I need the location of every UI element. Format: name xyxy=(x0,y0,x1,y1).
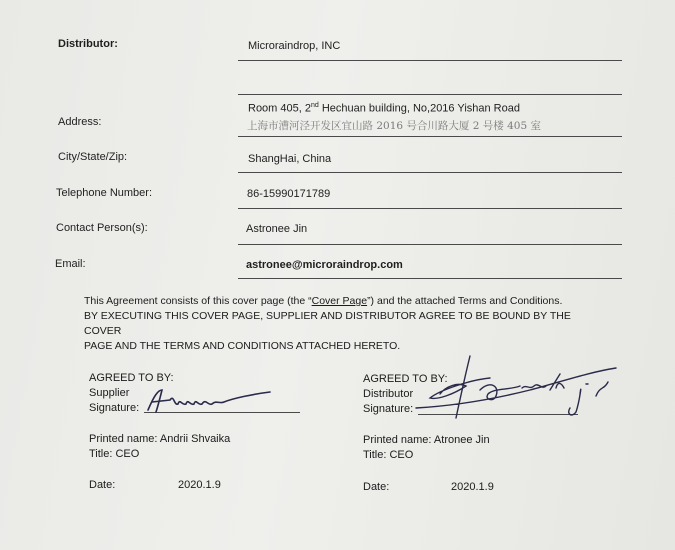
address-rule xyxy=(238,136,622,137)
contact-value: Astronee Jin xyxy=(246,223,308,235)
supplier-date-value: 2020.1.9 xyxy=(178,479,221,491)
city-rule xyxy=(238,172,622,173)
email-label: Email: xyxy=(55,258,86,270)
supplier-signature-icon xyxy=(144,386,274,416)
telephone-label: Telephone Number: xyxy=(56,187,153,199)
agreement-line-3: PAGE AND THE TERMS AND CONDITIONS ATTACHED HERETO. xyxy=(84,340,401,352)
contact-rule xyxy=(238,244,622,245)
address-top-rule xyxy=(238,94,622,95)
supplier-printed-name: Printed name: Andrii Shvaika xyxy=(89,433,231,445)
supplier-signature-label: Signature: xyxy=(89,402,140,414)
cover-page-term: Cover Page xyxy=(311,295,368,307)
distributor-signature-icon xyxy=(410,350,620,430)
distributor-date-value: 2020.1.9 xyxy=(451,481,494,493)
contact-label: Contact Person(s): xyxy=(56,222,148,234)
distributor-party: Distributor xyxy=(363,388,414,400)
city-value: ShangHai, China xyxy=(248,153,332,165)
distributor-date-label: Date: xyxy=(363,481,390,493)
supplier-title: Title: CEO xyxy=(89,448,140,460)
distributor-printed-name: Printed name: Atronee Jin xyxy=(363,434,490,446)
agreement-line-2: BY EXECUTING THIS COVER PAGE, SUPPLIER AND DISTRIBUTOR AGREE TO BE BOUND BY THE COVER xyxy=(84,310,571,337)
distributor-title: Title: CEO xyxy=(363,449,414,461)
address-line-2-chinese: 上海市漕河泾开发区宜山路 2016 号合川路大厦 2 号楼 405 室 xyxy=(247,120,541,132)
supplier-date-label: Date: xyxy=(89,479,116,491)
agreement-paragraph xyxy=(84,294,604,354)
telephone-value: 86-15990171789 xyxy=(247,188,331,200)
city-label: City/State/Zip: xyxy=(58,151,128,163)
agreement-line-1: This Agreement consists of this cover page (the “Cover Page”) and the attached Terms and Conditions. xyxy=(84,295,563,307)
email-rule xyxy=(238,278,622,279)
distributor-agreed: AGREED TO BY: xyxy=(363,373,448,385)
distributor-rule xyxy=(238,60,622,61)
telephone-rule xyxy=(238,208,622,209)
supplier-agreed: AGREED TO BY: xyxy=(89,372,174,384)
address-label: Address: xyxy=(58,116,102,128)
supplier-party: Supplier xyxy=(89,387,130,399)
distributor-value: Microraindrop, INC xyxy=(248,40,341,52)
address-line-1: Room 405, 2nd Hechuan building, No,2016 Yishan Road xyxy=(248,102,520,115)
distributor-signature-label: Signature: xyxy=(363,403,414,415)
distributor-label: Distributor: xyxy=(58,38,118,50)
email-value: astronee@microraindrop.com xyxy=(246,259,403,271)
